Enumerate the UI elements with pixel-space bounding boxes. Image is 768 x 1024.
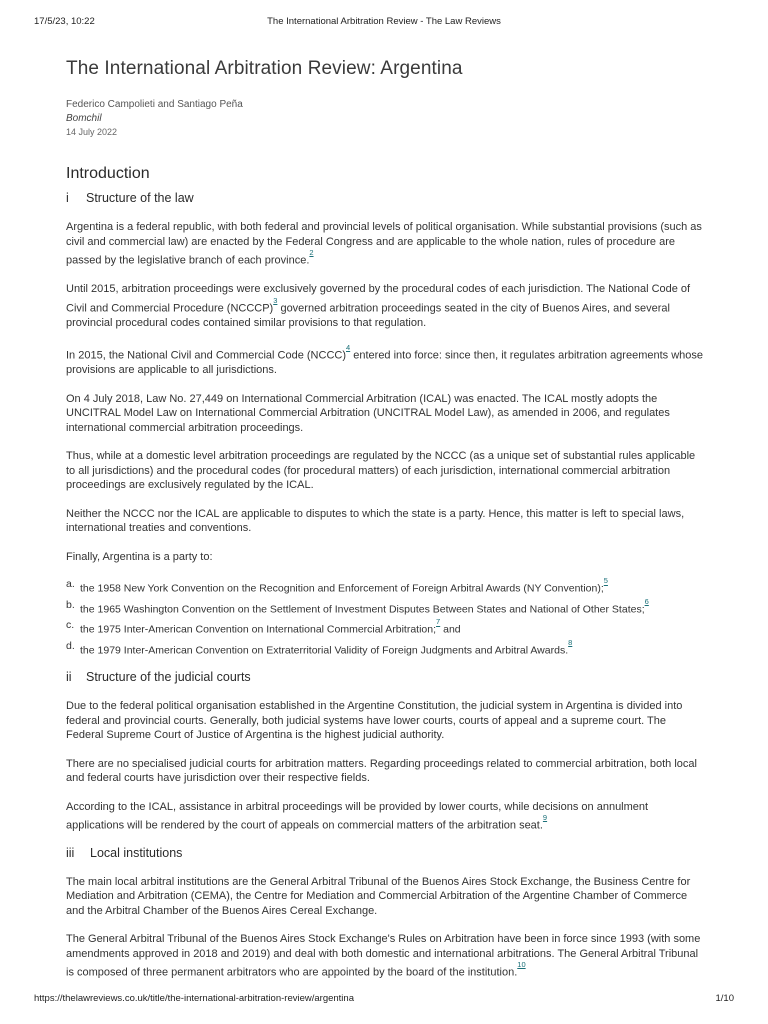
print-header	[34, 16, 734, 27]
author-link[interactable]: Santiago Peña	[177, 99, 243, 110]
paragraph: Finally, Argentina is a party to:	[66, 550, 213, 563]
paragraph: Neither the NCCC nor the ICAL are applicable to disputes to which the state is a party. Hence, this matter is left to special laws, international treaties and conventions.	[66, 507, 685, 535]
paragraph: Until 2015, arbitration proceedings were exclusively governed by the procedural codes of each jurisdiction. The National Code of Civil and Commercial Procedure (NCCCP)$^{^3}$ governed arbitration proceedings seated in the city of Buenos Aires, and several provincial procedural codes contained similar provisions to that regulation.	[66, 283, 691, 329]
list-item: d. the 1979 Inter-American Convention on Extraterritorial Validity of Foreign Judgments and Arbitral Awards.$^8$	[66, 638, 573, 657]
subsection-heading	[66, 191, 704, 205]
paragraph: Due to the federal political organisation established in the Argentine Constitution, the judicial system in Argentina is divided into federal and provincial courts. Generally, both judicial systems have lower courts, courts of appeal and a supreme court. The Federal Supreme Court of Justice of Argentina is the highest judicial authority.	[66, 700, 683, 742]
article	[66, 58, 704, 980]
footnote-link[interactable]: 9	[542, 813, 548, 823]
paragraph: There are no specialised judicial courts for arbitration matters. Regarding proceedings related to commercial arbitration, both local and federal courts have jurisdiction over their respective fields.	[66, 757, 697, 785]
section-heading-introduction: Introduction	[66, 165, 150, 182]
footnote-link[interactable]: 4	[346, 343, 351, 353]
paragraph: Argentina is a federal republic, with both federal and provincial levels of political organisation. While substantial provisions (such as civil and commercial law) are enacted by the Federal Congress and are applicable to the whole nation, rules of procedure are passed by the legislative branch of each province.$^{^2}$	[66, 221, 702, 267]
conventions-list	[66, 576, 704, 658]
print-page-title: The International Arbitration Review - The Law Reviews	[267, 16, 501, 27]
subsection-title: Structure of the law	[86, 191, 194, 205]
paragraph: Thus, while at a domestic level arbitration proceedings are regulated by the NCCC (as a unique set of substantial rules applicable to all jurisdictions) and the procedural codes (for procedural matters) of each jurisdiction, international commercial arbitration proceedings are exclusively regulated by the ICAL.	[66, 450, 696, 492]
subsection-title: Structure of the judicial courts	[86, 670, 251, 685]
list-item: b. the 1965 Washington Convention on the Settlement of Investment Disputes Between States and National of Other States;$^6$	[66, 597, 649, 616]
paragraph: The General Arbitral Tribunal of the Buenos Aires Stock Exchange's Rules on Arbitration have been in force since 1993 (with some amendments approved in 2018 and 2019) and deal with both domestic and international arbitrations. The General Arbitral Tribunal is composed of three permanent arbitrators who are appointed by the board of the institution.$^{^{10}}$	[66, 933, 701, 979]
article-title: The International Arbitration Review: Argentina	[66, 58, 463, 79]
subsection-number: ii	[66, 670, 72, 685]
footnote-link[interactable]: 5	[603, 576, 608, 586]
print-footer	[34, 993, 734, 1004]
publish-date: 14 July 2022	[66, 127, 118, 137]
subsection-title: Local institutions	[90, 845, 183, 860]
author-link[interactable]: Federico Campolieti	[66, 99, 155, 110]
footnote-link[interactable]: 6	[644, 597, 649, 607]
footnote-link[interactable]: 3	[273, 295, 278, 305]
footnote-link[interactable]: 8	[568, 638, 573, 648]
footnote-link[interactable]: 2	[309, 247, 314, 257]
paragraph: According to the ICAL, assistance in arbitral proceedings will be provided by lower courts, while decisions on annulment applications will be rendered by the court of appeals on commercial matters of the arbitration seat.$^{^9}$	[66, 800, 649, 833]
subsection-heading	[66, 846, 704, 860]
paragraph: In 2015, the National Civil and Commercial Code (NCCC)$^{^4}$ entered into force: since then, it regulates arbitration agreements whose provisions are applicable to all jurisdictions.	[66, 343, 703, 377]
subsection-heading	[66, 670, 704, 684]
list-item: c. the 1975 Inter-American Convention on International Commercial Arbitration;$^7$ and	[66, 617, 461, 636]
paragraph: The main local arbitral institutions are the General Arbitral Tribunal of the Buenos Aires Stock Exchange, the Business Centre for Mediation and Arbitration (CEMA), the Centre for Mediation and Commercial Arbitration of the Argentine Chamber of Commerce and the Arbitral Chamber of the Buenos Aires Cereal Exchange.	[66, 875, 691, 917]
list-item: a. the 1958 New York Convention on the Recognition and Enforcement of Foreign Arbitral Awards (NY Convention);$^5$	[66, 576, 608, 595]
subsection-number: i	[66, 191, 69, 205]
print-datetime: 17/5/23, 10:22	[34, 16, 95, 27]
print-url: https://thelawreviews.co.uk/title/the-international-arbitration-review/argentina	[34, 993, 354, 1004]
subsection-number: iii	[66, 845, 75, 860]
paragraph: On 4 July 2018, Law No. 27,449 on International Commercial Arbitration (ICAL) was enacted. The ICAL mostly adopts the UNCITRAL Model Law on International Commercial Arbitration (UNCITRAL Model Law), as amended in 2006, and regulates international commercial arbitration proceedings.	[66, 392, 670, 434]
footnote-link[interactable]: 10	[517, 960, 526, 970]
authors-conjunction: and	[157, 99, 175, 110]
law-firm: Bomchil	[66, 113, 102, 124]
authors	[66, 99, 704, 110]
footnote-link[interactable]: 7	[436, 617, 441, 627]
page-counter: 1/10	[715, 993, 734, 1004]
